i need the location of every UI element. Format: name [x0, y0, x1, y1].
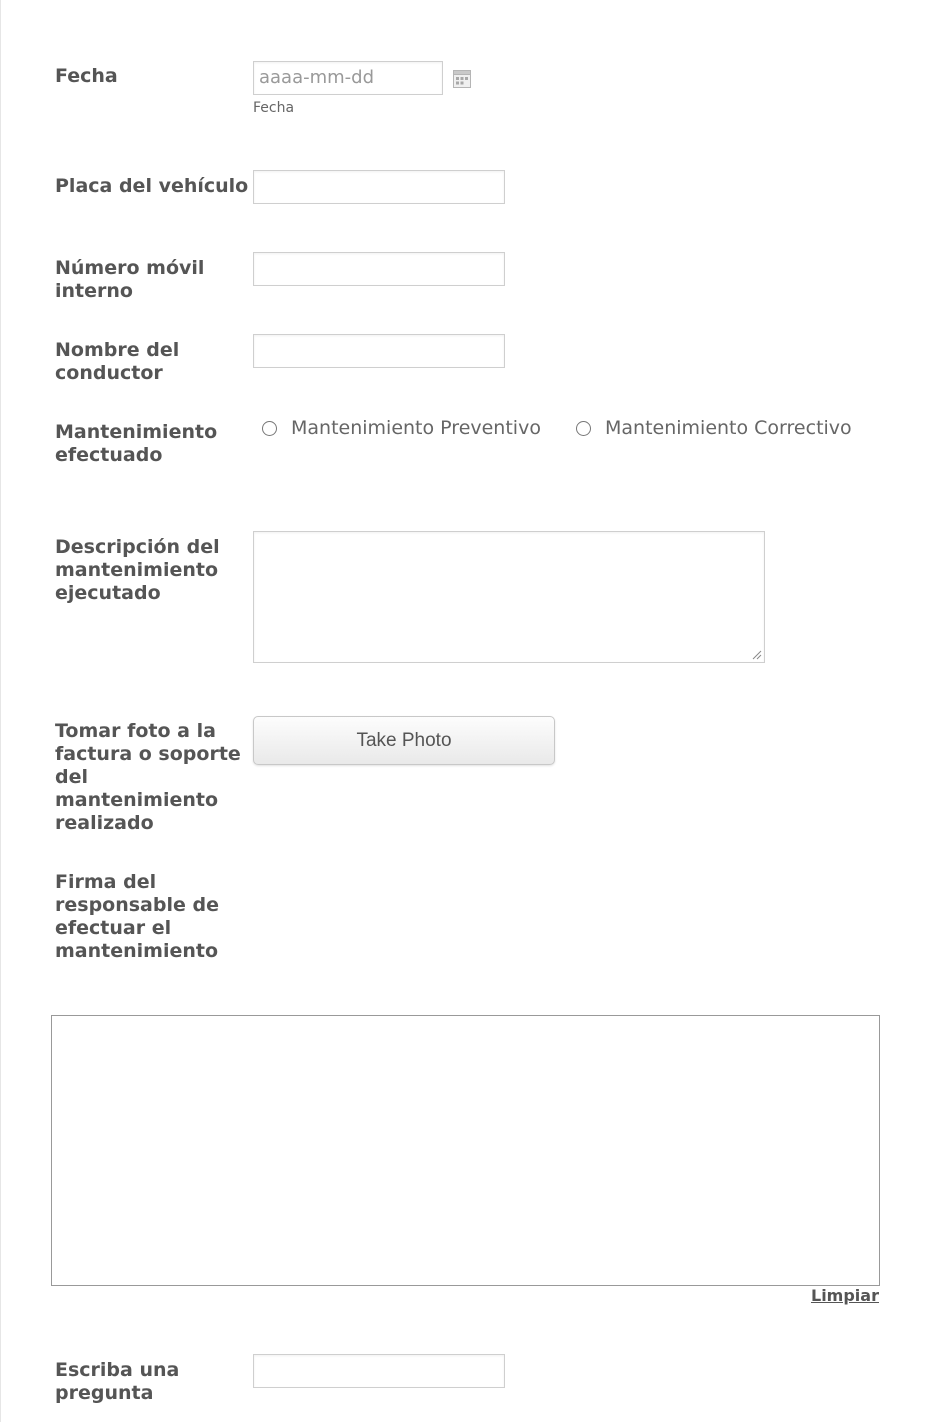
movil-label: Número móvil interno — [55, 257, 205, 302]
fecha-sublabel: Fecha — [253, 100, 295, 116]
descripcion-label: Descripción del mantenimiento ejecutado — [55, 536, 220, 604]
radio-preventivo-circle[interactable] — [262, 421, 277, 436]
signature-pad[interactable] — [51, 1015, 880, 1286]
firma-label: Firma del responsable de efectuar el mantenimiento — [55, 871, 219, 962]
fecha-label: Fecha — [55, 65, 118, 87]
foto-label: Tomar foto a la factura o soporte del mantenimiento realizado — [55, 720, 241, 834]
placa-input[interactable] — [253, 170, 505, 204]
conductor-label: Nombre del conductor — [55, 339, 180, 384]
fecha-placeholder: aaaa-mm-dd — [259, 67, 375, 88]
resize-grip-icon[interactable] — [752, 650, 762, 660]
pregunta-label: Escriba una pregunta — [55, 1359, 180, 1404]
clear-signature-link[interactable]: Limpiar — [811, 1286, 879, 1305]
radio-correctivo[interactable] — [576, 417, 852, 440]
radio-correctivo-circle[interactable] — [576, 421, 591, 436]
radio-preventivo[interactable] — [262, 417, 541, 440]
take-photo-button[interactable]: Take Photo — [253, 716, 555, 765]
placa-label: Placa del vehículo — [55, 175, 249, 197]
pregunta-input[interactable] — [253, 1354, 505, 1388]
fecha-input[interactable] — [253, 61, 443, 95]
page-left-border — [0, 0, 1, 1422]
movil-input[interactable] — [253, 252, 505, 286]
radio-preventivo-label[interactable]: Mantenimiento Preventivo — [291, 417, 541, 439]
radio-correctivo-label[interactable]: Mantenimiento Correctivo — [605, 417, 852, 439]
descripcion-textarea[interactable] — [253, 531, 765, 663]
mantenimiento-label: Mantenimiento efectuado — [55, 421, 218, 466]
calendar-icon[interactable] — [453, 70, 471, 88]
conductor-input[interactable] — [253, 334, 505, 368]
